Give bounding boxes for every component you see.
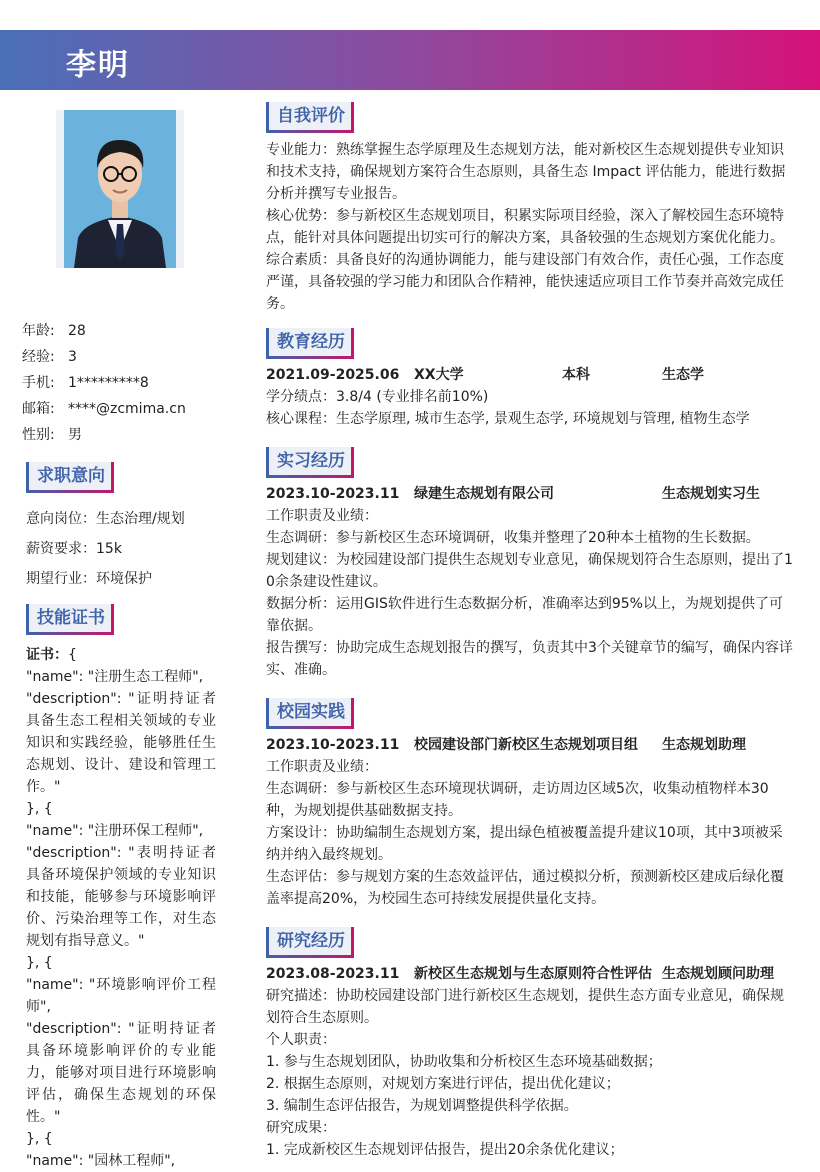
internship-line: 工作职责及业绩： [266,508,378,524]
research-heading: 研究经历 [266,927,354,955]
internship-line: 生态调研：参与新校区生态环境调研，收集并整理了20种本土植物的生长数据。 [266,530,760,546]
candidate-name: 李明 [66,48,130,83]
self-eval-section [266,102,796,315]
research-line: 研究描述：协助校园建设部门进行新校区生态规划，提供生态方面专业意见，确保规划符合生态原则。 [266,988,784,1026]
info-email: 邮箱: ****@zcmima.cn [22,401,186,417]
research-line: 3. 编制生态评估报告，为规划调整提供科学依据。 [266,1098,578,1114]
education-heading: 教育经历 [266,328,354,356]
education-major: 生态学 [662,367,704,383]
info-gender: 性别: 男 [22,427,82,443]
job-intent [26,504,185,594]
campus-role: 生态规划助理 [662,737,746,753]
avatar-portrait [64,110,176,268]
self-eval-p2: 核心优势：参与新校区生态规划项目，积累实际项目经验，深入了解校园生态环境特点，能针对具体问题提出切实可行的解决方案，具备较强的生态规划方案优化能力。 [266,208,784,246]
education-school: XX大学 [414,367,464,383]
header-banner [0,30,820,90]
research-section [266,927,796,1161]
education-gpa: 学分绩点：3.8/4 (专业排名前10%) [266,389,489,405]
research-project: 新校区生态规划与生态原则符合性评估 [414,966,652,982]
education-degree: 本科 [562,367,590,383]
education-courses: 核心课程：生态学原理, 城市生态学, 景观生态学, 环境规划与管理, 植物生态学 [266,411,750,427]
info-age: 年龄: 28 [22,323,86,339]
campus-line: 生态调研：参与新校区生态环境现状调研，走访周边区域5次，收集动植物样本30种，为规划提供基础数据支持。 [266,781,769,819]
internship-heading: 实习经历 [266,447,354,475]
campus-line: 工作职责及业绩： [266,759,378,775]
internship-role: 生态规划实习生 [662,486,760,502]
internship-line: 数据分析：运用GIS软件进行生态数据分析，准确率达到95%以上，为规划提供了可靠依据。 [266,596,783,634]
intent-industry: 期望行业：环境保护 [26,571,152,587]
research-role: 生态规划顾问助理 [662,966,774,982]
internship-section [266,447,796,681]
self-eval-p1: 专业能力：熟练掌握生态学原理及生态规划方法，能对新校区生态规划提供专业知识和技术支持，确保规划方案符合生态原则，具备生态 Impact 评估能力，能进行数据分析并撰写专业报告。 [266,142,786,202]
internship-header [266,483,796,505]
intent-salary: 薪资要求：15k [26,541,122,557]
left-column [0,90,240,1169]
research-line: 2. 根据生态原则，对规划方案进行评估，提出优化建议； [266,1076,620,1092]
campus-heading: 校园实践 [266,698,354,726]
research-line: 1. 参与生态规划团队，协助收集和分析校区生态环境基础数据； [266,1054,662,1070]
campus-line: 方案设计：协助编制生态规划方案，提出绿色植被覆盖提升建议10项，其中3项被采纳并纳入最终规划。 [266,825,783,863]
profile-photo [56,110,184,268]
intent-heading: 求职意向 [26,462,116,492]
research-line: 研究成果： [266,1120,336,1136]
campus-line: 生态评估：参与规划方案的生态效益评估，通过模拟分析，预测新校区建成后绿化覆盖率提高20%，为校园生态可持续发展提供量化支持。 [266,869,784,907]
self-eval-heading: 自我评价 [266,102,354,130]
campus-org: 校园建设部门新校区生态规划项目组 [414,737,638,753]
campus-section [266,698,796,910]
skills-heading: 技能证书 [26,604,116,634]
internship-line: 报告撰写：协助完成生态规划报告的撰写，负责其中3个关键章节的编写，确保内容详实、准确。 [266,640,793,678]
internship-date: 2023.10-2023.11 [266,486,400,502]
certs-text: { "name": "注册生态工程师", "description": "证明持证者具备生态工程相关领域的专业知识和实践经验，能够胜任生态规划、设计、建设和管理工作。" }, { "name": "注册环保工程师", "description": "表明持证者具备环境保护领域的专业知识和技能，能够参与环境影响评价、污染治理等工作，对生态规划有指导意义。" }, { "name": "环境影响评价工程师", "description": "证明持证者具备环境影响评价的专业能力，能够对项目进行环境影响评估，确保生态规划的环保性。" }, { "name": "园林工程师", [26,647,216,1169]
personal-info [22,318,186,448]
education-section [266,328,796,430]
internship-company: 绿建生态规划有限公司 [414,486,554,502]
info-experience: 经验: 3 [22,349,77,365]
intent-position: 意向岗位：生态治理/规划 [26,511,185,527]
research-date: 2023.08-2023.11 [266,966,400,982]
certs-label: 证书： [26,647,68,663]
research-line: 1. 完成新校区生态规划评估报告，提出20余条优化建议； [266,1142,624,1158]
campus-date: 2023.10-2023.11 [266,737,400,753]
education-date: 2021.09-2025.06 [266,367,400,383]
info-phone: 手机: 1*********8 [22,375,149,391]
education-header [266,364,796,386]
self-eval-p3: 综合素质：具备良好的沟通协调能力，能与建设部门有效合作，责任心强，工作态度严谨，具备较强的学习能力和团队合作精神，能快速适应项目工作节奏并高效完成任务。 [266,252,784,312]
certificates [26,644,216,1172]
research-header [266,963,796,985]
research-line: 个人职责： [266,1032,336,1048]
internship-line: 规划建议：为校园建设部门提供生态规划专业意见，确保规划符合生态原则，提出了10余条建设性建议。 [266,552,793,590]
campus-header [266,734,796,756]
